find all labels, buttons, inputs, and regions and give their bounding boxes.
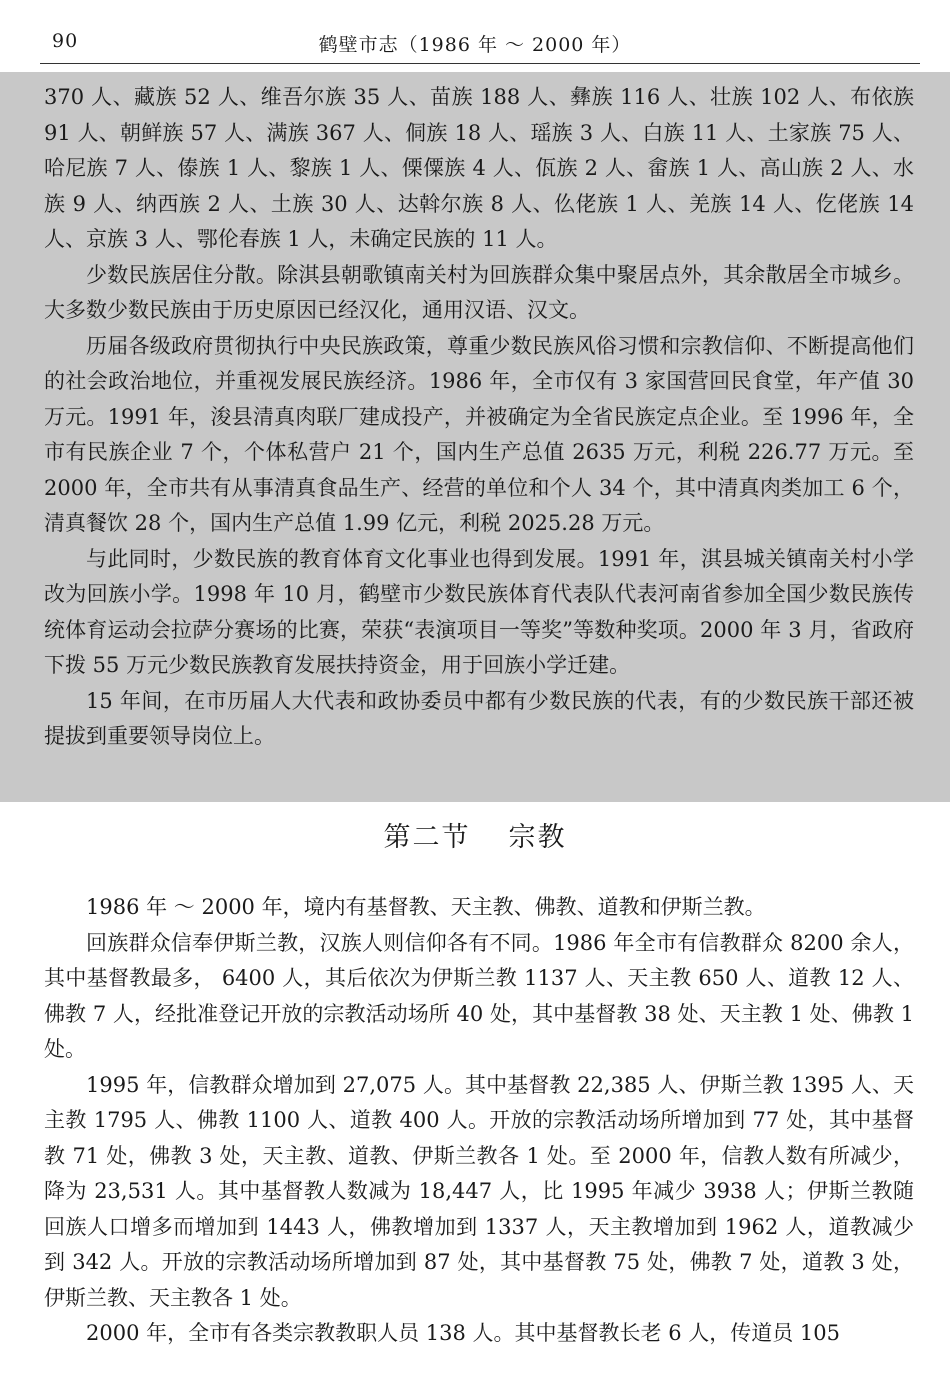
body-paragraph-2: 回族群众信奉伊斯兰教，汉族人则信仰各有不同。1986 年全市有信教群众 8200 余人，其中基督教最多， 6400 人，其后依次为伊斯兰教 1137 人、天主教 650 人、道教 12 人、佛教 7 人，经批准登记开放的宗教活动场所 40 处，其中基督教 38 处、天主教 1 处、佛教 1 处。	[44, 930, 914, 1061]
shaded-paragraph-5: 15 年间，在市历届人大代表和政协委员中都有少数民族的代表，有的少数民族干部还被提拔到重要领导岗位上。	[44, 688, 914, 748]
section-number: 第二节	[383, 822, 471, 853]
body-paragraph-3: 1995 年，信教群众增加到 27,075 人。其中基督教 22,385 人、伊斯兰教 1395 人、天主教 1795 人、佛教 1100 人、道教 400 人。开放的宗教活动场所增加到 77 处，其中基督教 71 处，佛教 3 处，天主教、道教、伊斯兰教各 1 处。至 2000 年，信教人数有所减少，降为 23,531 人。其中基督教人数减为 18,447 人，比 1995 年减少 3938 人；伊斯兰教随回族人口增多而增加到 1443 人，佛教增加到 1337 人，天主教增加到 1962 人，道教减少到 342 人。开放的宗教活动场所增加到 87 处，其中基督教 75 处，佛教 7 处，道教 3 处，伊斯兰教、天主教各 1 处。	[44, 1072, 914, 1310]
shaded-section-text	[44, 80, 914, 755]
shaded-paragraph-4: 与此同时，少数民族的教育体育文化事业也得到发展。1991 年，淇县城关镇南关村小学改为回族小学。1998 年 10 月，鹤壁市少数民族体育代表队代表河南省参加全国少数民族传统体育运动会拉萨分赛场的比赛，荣获“表演项目一等奖”等数种奖项。2000 年 3 月，省政府下拨 55 万元少数民族教育发展扶持资金，用于回族小学迁建。	[44, 546, 914, 677]
body-paragraph-4: 2000 年，全市有各类宗教教职人员 138 人。其中基督教长老 6 人，传道员 105	[86, 1321, 841, 1345]
shaded-paragraph-3: 历届各级政府贯彻执行中央民族政策，尊重少数民族风俗习惯和宗教信仰、不断提高他们的社会政治地位，并重视发展民族经济。1986 年，全市仅有 3 家国营回民食堂，年产值 30 万元。1991 年，浚县清真肉联厂建成投产，并被确定为全省民族定点企业。至 1996 年，全市有民族企业 7 个，个体私营户 21 个，国内生产总值 2635 万元，利税 226.77 万元。至 2000 年，全市共有从事清真食品生产、经营的单位和个人 34 个，其中清真肉类加工 6 个，清真餐饮 28 个，国内生产总值 1.99 亿元，利税 2025.28 万元。	[44, 333, 914, 535]
section-heading	[0, 815, 950, 854]
shaded-paragraph-1: 370 人、藏族 52 人、维吾尔族 35 人、苗族 188 人、彝族 116 人、壮族 102 人、布依族 91 人、朝鲜族 57 人、满族 367 人、侗族 18 人、瑶族 3 人、白族 11 人、土家族 75 人、哈尼族 7 人、傣族 1 人、黎族 1 人、傈僳族 4 人、佤族 2 人、畲族 1 人、高山族 2 人、水族 9 人、纳西族 2 人、土族 30 人、达斡尔族 8 人、仫佬族 1 人、羌族 14 人、仡佬族 14 人、京族 3 人、鄂伦春族 1 人，未确定民族的 11 人。	[44, 85, 914, 251]
header-rule	[40, 63, 920, 64]
body-paragraph-1: 1986 年 ～ 2000 年，境内有基督教、天主教、佛教、道教和伊斯兰教。	[86, 895, 766, 919]
running-title: 鹤壁市志（1986 年 ～ 2000 年）	[318, 34, 632, 56]
body-text	[44, 890, 914, 1352]
section-title: 宗教	[508, 822, 567, 853]
page-number: 90	[52, 30, 79, 52]
page-header	[0, 0, 950, 70]
shaded-paragraph-2: 少数民族居住分散。除淇县朝歌镇南关村为回族群众集中聚居点外，其余散居全市城乡。大多数少数民族由于历史原因已经汉化，通用汉语、汉文。	[44, 262, 914, 322]
